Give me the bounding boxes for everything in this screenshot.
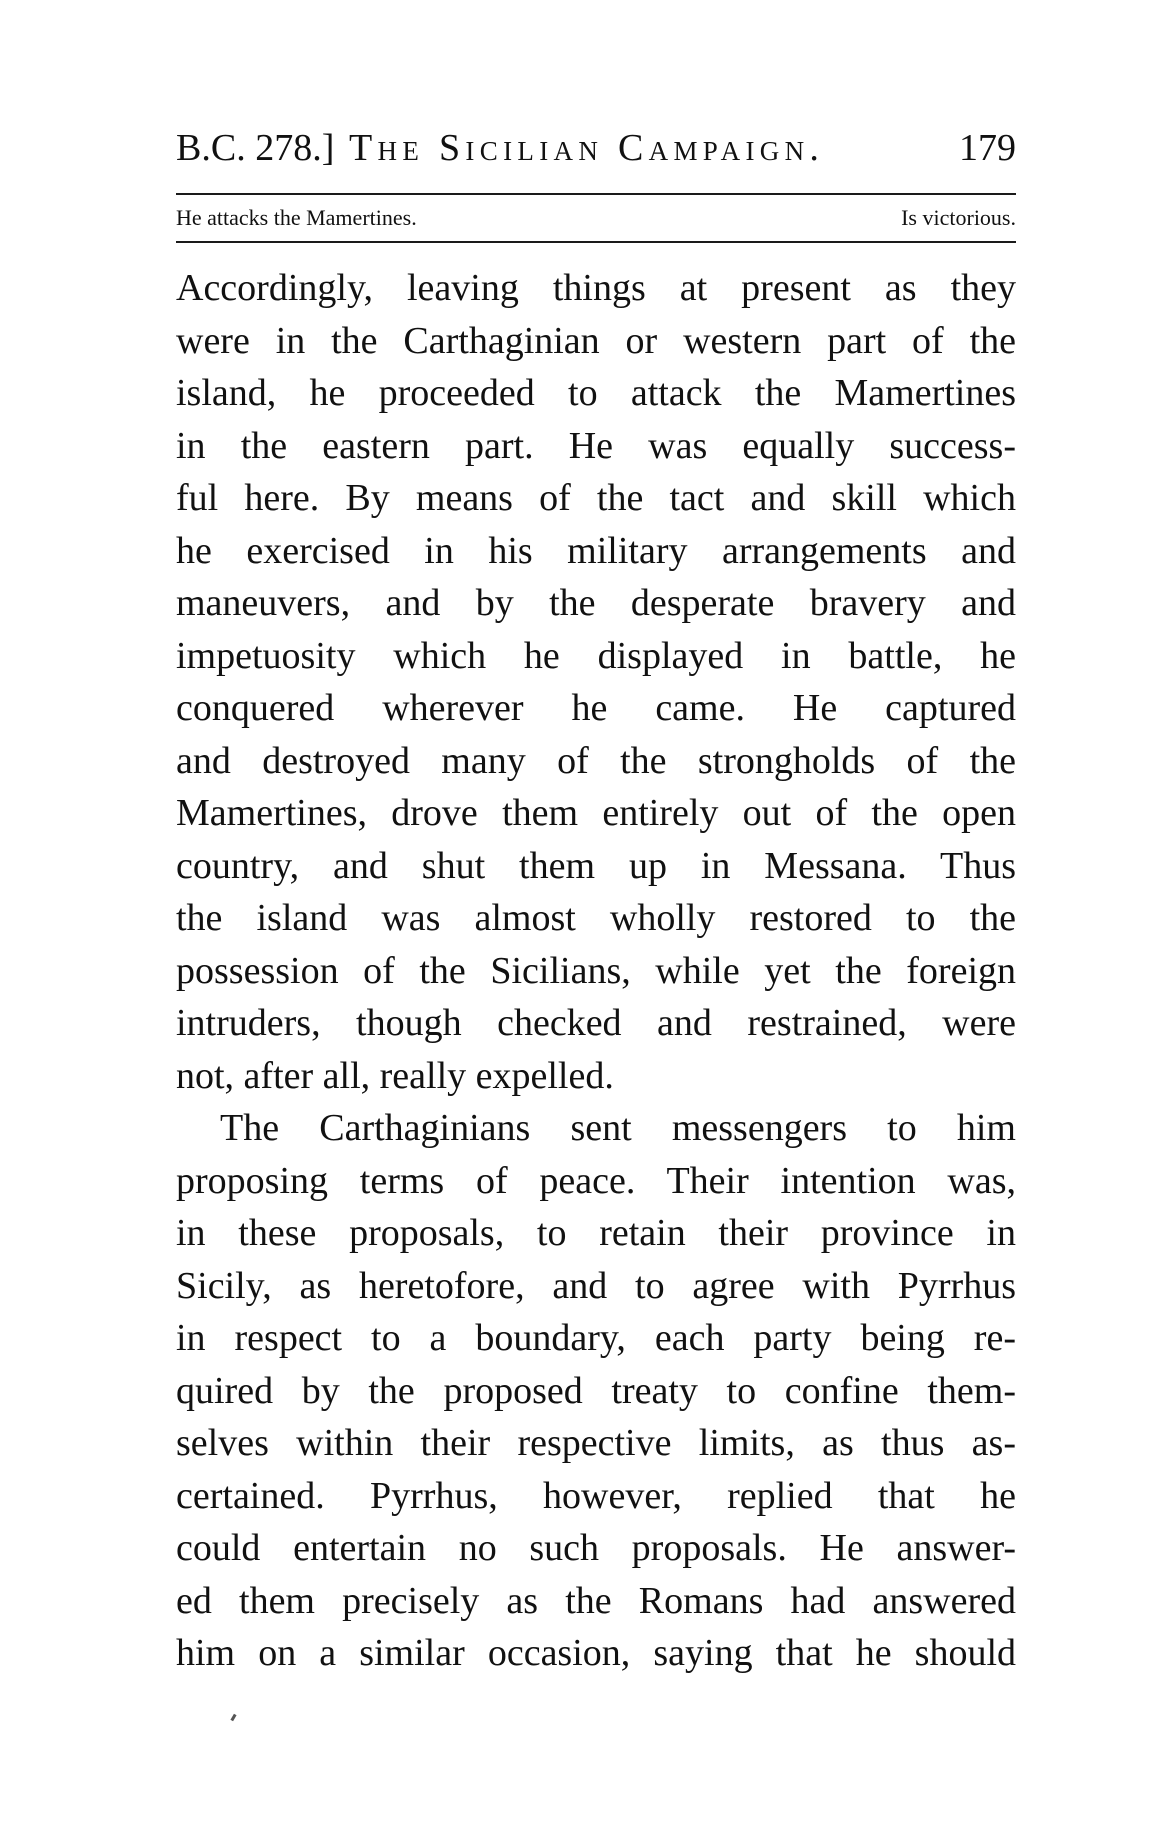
text-line: maneuvers, and by the desperate bravery and [176,582,1016,624]
text-line: ed them precisely as the Romans had answered [176,1579,1016,1622]
text-line: possession of the Sicilians, while yet the foreign [176,949,1016,992]
body-text [176,262,1016,1680]
text-line: country, and shut them up in Messana. Thus [176,844,1016,887]
text-line: Mamertines, drove them entirely out of the open [176,792,1016,834]
paragraph-2 [176,1102,1016,1680]
header-rule-top [176,193,1016,195]
sidenote-left: He attacks the Mamertines. [176,205,417,230]
header-rule-bottom [176,241,1016,243]
text-line: him on a similar occasion, saying that he should [176,1632,1016,1674]
header-chapter-title: The Sicilian Campaign. [349,127,825,169]
paragraph-1 [176,262,1016,1102]
text-line: the island was almost wholly restored to the [176,897,1016,939]
text-line: The Carthaginians sent messengers to him [220,1107,1016,1149]
sidenote-right: Is victorious. [901,205,1016,230]
text-line: conquered wherever he came. He captured [176,687,1016,729]
text-line: he exercised in his military arrangements and [176,529,1016,572]
ink-speck [230,1714,236,1722]
text-line: quired by the proposed treaty to confine them- [176,1369,1016,1412]
text-line: in the eastern part. He was equally success- [176,424,1016,467]
text-line: island, he proceeded to attack the Mamertines [176,372,1016,414]
text-line: ful here. By means of the tact and skill which [176,477,1016,519]
text-line: Accordingly, leaving things at present as they [176,267,1016,309]
page-number: 179 [959,127,1016,169]
text-line: in these proposals, to retain their province in [176,1212,1016,1254]
running-head [176,122,1016,174]
text-line: impetuosity which he displayed in battle, he [176,634,1016,677]
text-line: not, after all, really expelled. [176,1054,614,1097]
text-line: certained. Pyrrhus, however, replied that he [176,1474,1016,1517]
text-line: could entertain no such proposals. He answer- [176,1527,1016,1569]
text-line: selves within their respective limits, as thus as- [176,1422,1016,1464]
text-line: intruders, though checked and restrained, were [176,1002,1016,1044]
text-line: Sicily, as heretofore, and to agree with Pyrrhus [176,1264,1016,1307]
header-date-reference: B.C. 278.] [176,127,335,169]
text-line: in respect to a boundary, each party being re- [176,1317,1016,1359]
text-line: were in the Carthaginian or western part of the [176,319,1016,362]
text-line: proposing terms of peace. Their intention was, [176,1159,1016,1202]
text-line: and destroyed many of the strongholds of the [176,739,1016,782]
marginal-notes [176,202,1016,234]
